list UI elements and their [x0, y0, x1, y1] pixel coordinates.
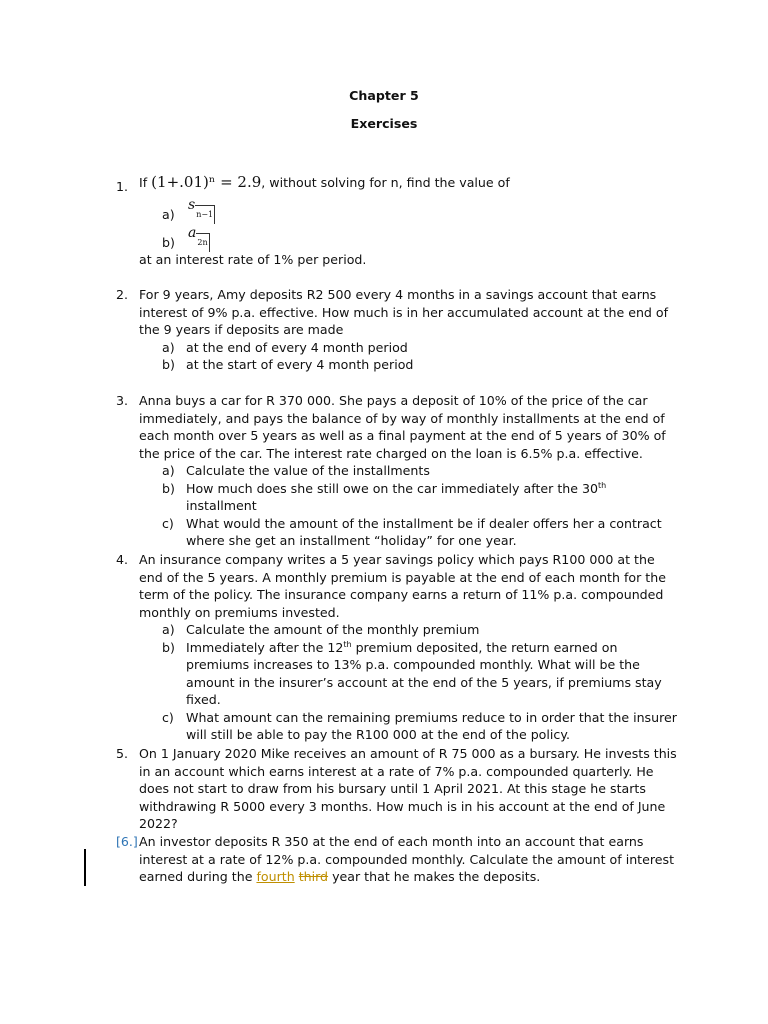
question-1-stem — [139, 174, 679, 192]
deleted-text: third — [298, 869, 329, 884]
sub-label: a) — [162, 463, 175, 478]
sub-text: at the end of every 4 month period — [186, 339, 408, 355]
question-1-footer: at an interest rate of 1% per period. — [139, 252, 367, 267]
section-title: Exercises — [350, 116, 418, 131]
s-symbol: s — [188, 197, 196, 213]
question-3-body — [139, 392, 679, 550]
sub-item — [162, 709, 679, 744]
sub-label: a) — [162, 622, 175, 637]
sub-item — [162, 480, 679, 515]
sub-label: b) — [162, 235, 175, 250]
a-symbol: a — [188, 225, 197, 241]
sub-text: at the start of every 4 month period — [186, 357, 414, 372]
question-6-body — [139, 833, 679, 886]
sub-text: What amount can the remaining premiums reduce to in order that the insurer will still be able to pay the R100 000 at the end of the policy. — [186, 709, 677, 742]
question-text: For 9 years, Amy deposits R2 500 every 4 months in a savings account that earns interest of 9% p.a. effective. How much is in her accumulated account at the end of the 9 years if deposits are made — [139, 287, 669, 337]
sub-text: What would the amount of the installment be if dealer offers her a contract where she get an installment “holiday” for one year. — [186, 515, 662, 548]
question-text: Anna buys a car for R 370 000. She pays a deposit of 10% of the price of the car immediately, and pays the balance of by way of monthly installments at the end of each month over 5 years as well as a final payment at the end of 5 years of 30% of the price of the car. The interest rate charged on the loan is 6.5% p.a. effective. — [139, 393, 666, 461]
sub-label: b) — [162, 357, 175, 372]
annuity-symbol-s — [188, 196, 215, 219]
question-number: 1. — [116, 179, 129, 194]
sub-label: b) — [162, 639, 175, 655]
question-number: [6.] — [116, 834, 138, 849]
question-text: An insurance company writes a 5 year savings policy which pays R100 000 at the end of the 5 years. A monthly premium is payable at the end of each month for the term of the policy. The insurance company earns a return of 11% p.a. compounded monthly on premiums invested. — [139, 552, 666, 620]
sub-item — [162, 339, 679, 357]
equation: (1+.01)ⁿ = 2.9 — [151, 173, 262, 191]
chapter-title: Chapter 5 — [349, 88, 419, 103]
s-subscript: n−1 — [195, 205, 215, 224]
sub-text-part: How much does she still owe on the car immediately after the 30 — [186, 480, 599, 496]
sub-label: a) — [162, 207, 175, 222]
sub-label: b) — [162, 480, 175, 496]
sub-text — [186, 480, 679, 515]
sub-item — [162, 639, 679, 709]
annuity-symbol-a — [188, 224, 210, 247]
sub-text — [186, 639, 679, 709]
question-2-body — [139, 286, 679, 374]
ordinal-superscript: th — [343, 639, 352, 649]
sub-item — [162, 462, 679, 480]
question-number: 5. — [116, 746, 129, 761]
sub-label: c) — [162, 515, 174, 531]
question-4-body — [139, 551, 679, 744]
sub-text: Calculate the amount of the monthly premium — [186, 622, 480, 637]
question-number: 3. — [116, 393, 129, 408]
revision-bar — [84, 849, 86, 886]
sub-item — [162, 621, 679, 639]
sub-text: Calculate the value of the installments — [186, 463, 430, 478]
sub-text-part: Immediately after the 12 — [186, 639, 344, 655]
sub-label: c) — [162, 709, 174, 725]
question-number: 2. — [116, 287, 129, 302]
if-label: If — [139, 175, 148, 190]
inserted-text: fourth — [256, 869, 295, 884]
question-1-rest: , without solving for n, find the value of — [261, 175, 510, 190]
question-text: An investor deposits R 350 at the end of each month into an account that earns interest at a rate of 12% p.a. compounded monthly. Calculate the amount of interest earned during the — [139, 834, 675, 884]
sub-text-part: installment — [186, 498, 257, 513]
a-subscript: 2n — [196, 233, 209, 252]
question-number: 4. — [116, 552, 129, 567]
sub-item — [162, 356, 679, 374]
question-text: On 1 January 2020 Mike receives an amount of R 75 000 as a bursary. He invests this in an account which earns interest at a rate of 7% p.a. compounded quarterly. He does not start to draw from his bursary until 1 April 2021. At this stage he starts withdrawing R 5000 every 3 months. How much is in his account at the end of June 2022? — [139, 746, 677, 831]
sub-label: a) — [162, 339, 175, 355]
sub-item — [162, 515, 679, 550]
ordinal-superscript: th — [598, 480, 607, 490]
sub-text-part: premium deposited, the return earned on premiums increases to 13% p.a. compounded monthly. What will be the amount in the insurer’s account at the end of the 5 years, if premiums stay fixed. — [186, 639, 662, 707]
question-text-tail: year that he makes the deposits. — [332, 869, 541, 884]
